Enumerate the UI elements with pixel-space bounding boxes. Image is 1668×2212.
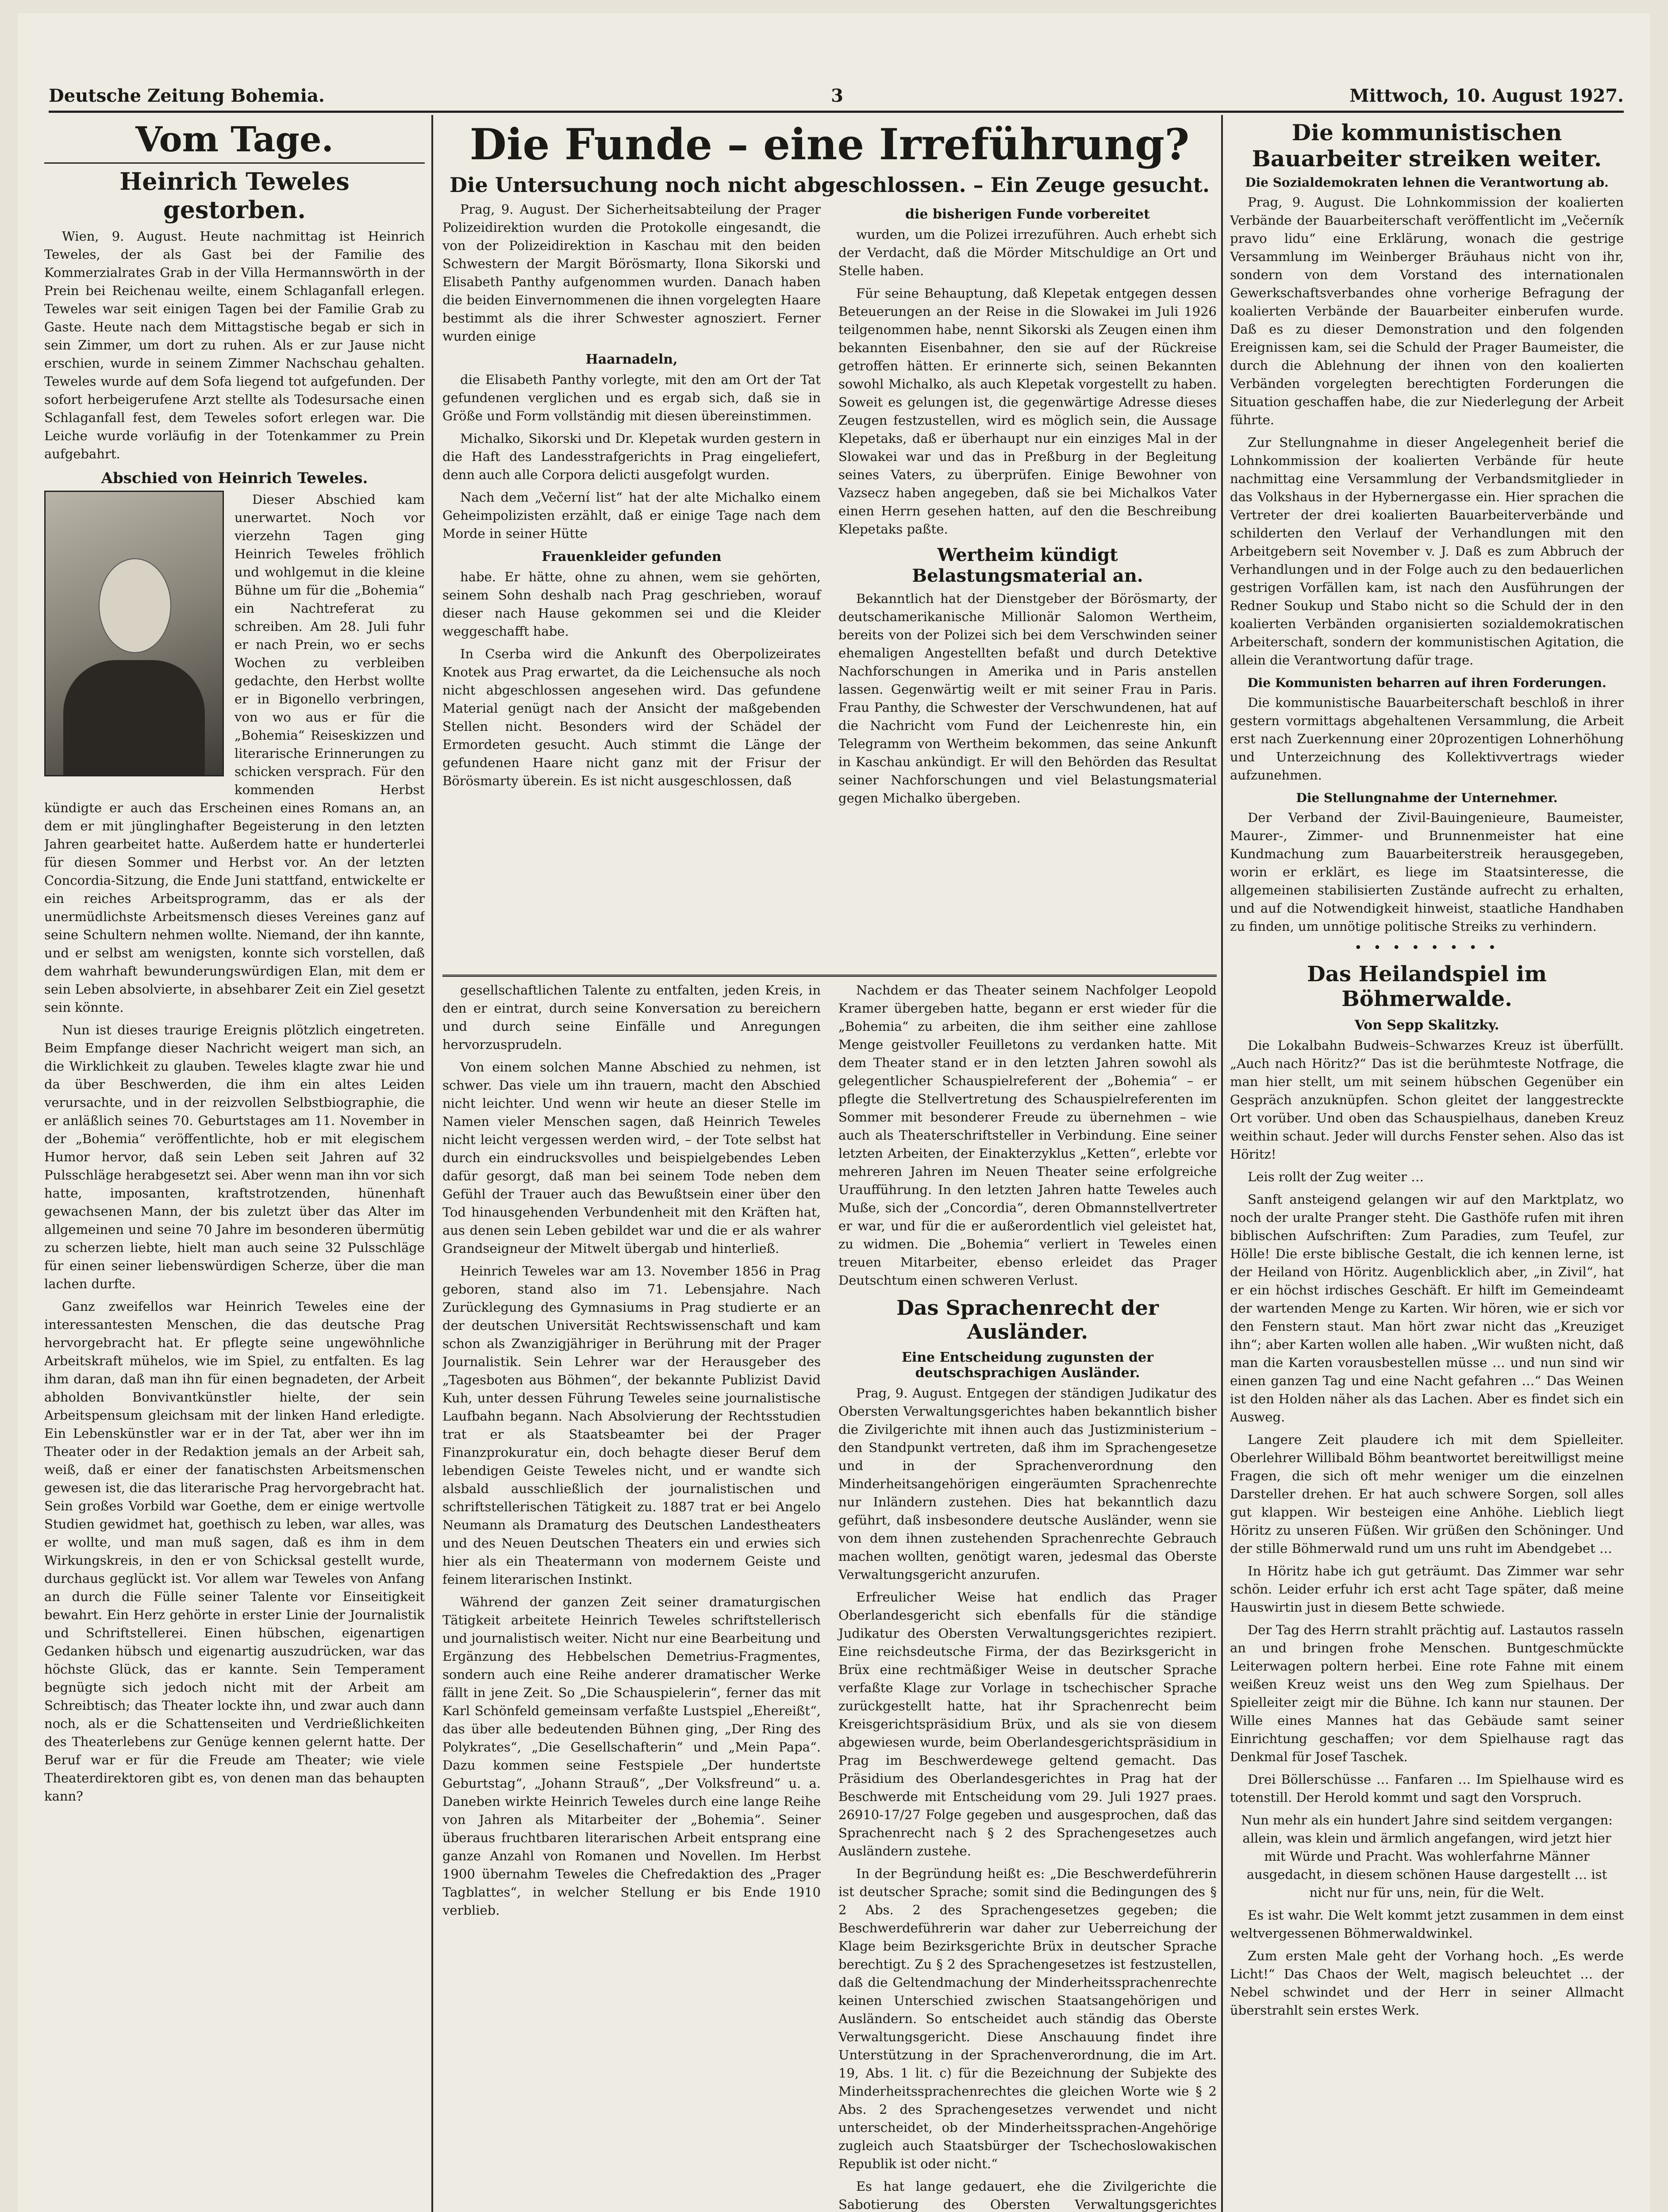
section-heading: Haarnadeln, [585,352,678,367]
page-number: 3 [831,85,843,106]
article-paragraph: Der Tag des Herrn strahlt prächtig auf. Lastautos rasseln an und bringen frohe Menschen. Buntgeschmückte Leiterwagen poltern herbei. Eine rote Fahne mit einem weißen Kreuz weist uns den Weg zum Spielhaus. Der Spielleiter zeigt mir die Bühne. Ich kann nur staunen. Der Wille eines Mannes hat das Gebäude samt seiner Einrichtung geschaffen; vor dem Spielhause ragt das Denkmal für Josef Taschek. [1230,1622,1624,1764]
article-paragraph: Zum ersten Male geht der Vorhang hoch. „Es werde Licht!“ Das Chaos der Welt, magisch beleuchtet … der Nebel schwindet und der Herr in seiner Allmacht überstrahlt sein erstes Werk. [1230,1948,1624,2018]
funde-left-column [442,200,821,970]
byline: Von Sepp Skalitzky. [1354,1018,1499,1033]
article-paragraph: Es hat lange gedauert, ehe die Zivilgerichte die Sabotierung des Obersten Verwaltungsgerichtes [838,2179,1217,2212]
section-heading: Abschied von Heinrich Teweles. [101,469,368,487]
article-paragraph: Erfreulicher Weise hat endlich das Prager Oberlandesgericht sich ebenfalls für die ständige Judikatur des Obersten Verwaltungsgerichtes rezipiert. Eine reichsdeutsche Firma, der das Bezirksgericht in Brüx eine rechtmäßiger Weise in deutscher Sprache verfaßte Klage zur Vorlage in tschechischer Sprache zurückgestellt hatte, hat ihr Sprachenrecht beim Kreisgerichtspräsidium Brüx, und als sie von diesem abgewiesen wurde, beim Oberlandesgerichtspräsidium in Prag im Beschwerdewege geltend gemacht. Das Präsidium des Oberlandesgerichtes in Prag hat der Beschwerde mit Entscheidung vom 29. Juli 1927 praes. 26910-17/27 Folge gegeben und ausgesprochen, daß das Sprachenrecht nach § 2 des Sprachengesetzes auch Ausländern zustehe. [838,1590,1217,1859]
article-paragraph: die Elisabeth Panthy vorlegte, mit den am Ort der Tat gefundenen verglichen und es ergab sich, daß sie in Größe und Form vollständig mit diesen übereinstimmen. [442,372,821,423]
verse: Nun mehr als ein hundert Jahre sind seitdem vergangen: allein, was klein und ärmlich angefangen, wird jetzt hier mit Würde und Pracht. Was wohlerfahrne Männer ausgedacht, in diesem schönen Hause dargestellt … ist nicht nur für uns, nein, für die Welt. [1241,1813,1613,1900]
article-paragraph: In der Begründung heißt es: „Die Beschwerdeführerin ist deutscher Sprache; somit sind die Bedingungen des § 2 Abs. 2 des Sprachengesetzes gegeben; die Beschwerdeführerin war daher zur Ueberreichung der Klage beim Bezirksgerichte Brüx in deutscher Sprache berechtigt. Zu § 2 des Sprachengesetzes ist festzustellen, daß die Geltendmachung der Minderheitssprachenrechte keinen Unterschied zwischen Staatsangehörigen und Ausländern. So entscheidet auch ständig das Oberste Verwaltungsgericht. Diese Anschauung findet ihre Unterstützung in der Sprachenverordnung, die im Art. 19, Abs. 1 lit. c) für die Bezeichnung der Subjekte des Minderheitssprachenrechtes die gleichen Worte wie § 2 Abs. 2 des Sprachengesetzes verwendet und nicht unterscheidet, ob der Minderheitssprachen-Angehörige zugleich auch Staatsbürger der Tschechoslowakischen Republik ist oder nicht.“ [838,1866,1217,2171]
funde-heading: Die Funde – eine Irreführung? [469,119,1190,169]
column-center [442,119,1217,2212]
portrait-coat [63,660,205,775]
column-rule-1 [431,115,433,2212]
article-paragraph: Nun ist dieses traurige Ereignis plötzlich eingetreten. Beim Empfange dieser Nachricht weigert man sich, an die Wirklichkeit zu glauben. Teweles klagte zwar hie und da über Beschwerden, die ihm ein altes Leiden verursachte, und in der reizvollen Selbstbiographie, die er anläßlich seines 70. Geburtstages am 11. November in der „Bohemia“ veröffentlichte, hob er mit elegischem Humor hervor, daß sein Leben seit Jahren auf 32 Pulsschläge herabgesetzt sei. Aber wenn man ihn vor sich hatte, imposanten, kraftstrotzenden, hünenhaft gewachsenen Mann, der bis zuletzt über das Alter im allgemeinen und seine 70 Jahre im besonderen übermütig zu scherzen liebte, hielt man auch seine 32 Pulsschläge für einen seiner liebenswürdigen Scherze, über die man lachen durfte. [44,1022,425,1291]
article-paragraph: Von einem solchen Manne Abschied zu nehmen, ist schwer. Das viele um ihn trauern, macht den Abschied nicht leichter. Und wenn wir heute an dieser Stelle im Namen vieler Menschen sagen, daß Heinrich Teweles nicht leicht vergessen werden wird, – der Tote selbst hat durch ein eindrucksvolles und beispielgebendes Leben dafür gesorgt, daß man bei seinem Tode neben dem Gefühl der Trauer auch das Bewußtsein einer über den Tod hinausgehenden Verbundenheit mit den Kräften hat, aus denen sein Leben gebildet war und die er als wahrer Grandseigneur der Mitwelt übergab und hinterließ. [442,1060,821,1256]
column-left [44,119,425,2212]
article-paragraph: Drei Böllerschüsse … Fanfaren … Im Spielhause wird es totenstill. Der Herold kommt und sagt den Vorspruch. [1230,1772,1624,1805]
article-paragraph: Wien, 9. August. Heute nachmittag ist Heinrich Teweles, der als Gast bei der Familie des Kommerzialrates Grab in der Villa Hermannswörth in der Prein bei Reichenau weilte, einem Schlaganfall erlegen. Teweles war seit einigen Tagen bei der Familie Grab zu Gaste. Heute nach dem Mittagstische begab er sich in sein Zimmer, um dort zu ruhen. Als er zur Jause nicht erschien, wurde in seinem Zimmer Nachschau gehalten. Teweles wurde auf dem Sofa liegend tot aufgefunden. Der sofort herbeigerufene Arzt stellte als Todesursache einen Schlaganfall fest, dem Teweles sofort erlegen war. Die Leiche wurde vorläufig in der Totenkammer zu Prein aufgebahrt. [44,229,425,461]
divider: • • • • • • • • [1354,940,1500,956]
article-paragraph: Prag, 9. August. Entgegen der ständigen Judikatur des Obersten Verwaltungsgerichtes haben bekanntlich bisher die Zivilgerichte mit ihnen auch das Justizministerium – den Standpunkt vertreten, daß ihm im Sprachengesetze und in der Sprachenverordnung den Minderheitsangehörigen eingeräumten Sprachenrechte nur Inländern zustehen. Dies hat bekanntlich dazu geführt, daß insbesondere deutsche Ausländer, wenn sie von dem ihnen zustehenden Sprachenrechte Gebrauch machen wollten, genötigt waren, jedesmal das Oberste Verwaltungsgericht anzurufen. [838,1386,1217,1582]
masthead-title: Deutsche Zeitung Bohemia. [49,85,325,106]
article-paragraph: Die Lokalbahn Budweis–Schwarzes Kreuz ist überfüllt. „Auch nach Höritz?“ Das ist die berühmteste Notfrage, die man hier stellt, um mit seinem hübschen Gegenüber ein Gespräch anzuknüpfen. Schon gleitet der langgestreckte Ort vorüber. Und oben das Schauspielhaus, daneben Kreuz weithin schaut. Jeder will durchs Fenster sehen. Also das ist Höritz! [1230,1038,1624,1162]
article-paragraph: Prag, 9. August. Der Sicherheitsabteilung der Prager Polizeidirektion wurden die Protokolle eingesandt, die von der Polizeidirektion in Kaschau mit den beiden Schwestern der Margit Börösmarty, Ilona Sikorski und Elisabeth Panthy aufgenommen wurden. Danach haben die beiden Einvernommenen die ihnen vorgelegten Haare bestimmt als die ihrer Schwester agnosziert. Ferner wurden einige [442,202,821,344]
article-paragraph: Es ist wahr. Die Welt kommt jetzt zusammen in dem einst weltvergessenen Böhmerwaldwinkel. [1230,1908,1624,1941]
column-rule-2 [1221,115,1223,2212]
teweles-heading: Heinrich Teweles gestorben. [119,167,350,224]
divider [44,162,425,164]
funde-right-column [838,200,1217,970]
section-heading: Frauenkleider gefunden [542,549,722,565]
portrait-photo [44,491,224,776]
teweles-left-column [442,981,821,2212]
article-paragraph: In Cserba wird die Ankunft des Oberpolizeirates Knotek aus Prag erwartet, da die Leichensuche als noch nicht abgeschlossen angesehen wird. Das gefundene Material genügt nach der Ansicht der maßgebenden Stellen nicht. Besonders wird der Schädel der Ermordeten gesucht. Auch stimmt die Länge der gefundenen Haare nicht ganz mit der Frisur der Börösmarty überein. Es ist nicht ausgeschlossen, daß [442,646,821,788]
sprachenrecht-heading: Das Sprachenrecht der Ausländer. [896,1296,1159,1344]
article-paragraph: Sanft ansteigend gelangen wir auf den Marktplatz, wo noch der uralte Pranger steht. Die Gasthöfe rufen mit ihren biblischen Aufschriften: Zum Paradies, zum Teufel, zur Hölle! Die erste biblische Gestalt, die ich kennen lerne, ist der Heiland von Höritz. Augenblicklich aber, „in Zivil“, hat er ein höchst irdisches Geschäft. Er hilft im Gemeindeamt der wartenden Menge zu Karten. Wir hören, wie er sich vor den Fenstern staut. Man hört zwar nicht das „Kreuziget ihn“; aber Karten wollen alle haben. „Wir wußten nicht, daß man die Karten vorausbestellen müsse … und nun sind wir einen ganzen Tag und eine Nacht gefahren …“ Das Weinen ist den Holden näher als das Lachen. Aber es findet sich ein Ausweg. [1230,1192,1624,1425]
article-paragraph: Langere Zeit plaudere ich mit dem Spielleiter. Oberlehrer Willibald Böhm beantwortet bereitwilligst meine Fragen, die sich oft mehr weniger um die einzelnen Darsteller drehen. Er hat auch schwere Sorgen, soll alles gut klappen. Wir besteigen eine Anhöhe. Lieblich liegt Höritz zu unseren Füßen. Wir grüßen den Schöninger. Und der stille Böhmerwald rund um uns ruht im Abendgebet … [1230,1432,1624,1556]
portrait-face [99,558,171,653]
article-paragraph: Heinrich Teweles war am 13. November 1856 in Prag geboren, stand also im 71. Lebensjahre. Nach Zurücklegung des Gymnasiums in Prag studierte er an der deutschen Universität Rechtswissenschaft und kam schon als Zwanzigjähriger in Berührung mit der Prager Journalistik. Sein Lehrer war der Herausgeber des „Tagesboten aus Böhmen“, der bekannte Publizist David Kuh, unter dessen Führung Teweles seine journalistische Laufbahn begann. Nach Absolvierung der Rechtsstudien trat er als Staatsbeamter bei der Prager Finanzprokuratur ein, doch behagte dieser Beruf dem lebendigen Geiste Teweles nicht, und er wandte sich alsbald ausschließlich der journalistischen und schriftstellerischen Tätigkeit zu. 1887 trat er bei Angelo Neumann als Dramaturg des Deutschen Landestheaters und des Neuen Deutschen Theaters ein und erwies sich hier als ein Theatermann von modernem Geiste und feinem literarischen Instinkt. [442,1263,821,1587]
column-right [1230,119,1624,2212]
article-paragraph: Prag, 9. August. Die Lohnkommission der koalierten Verbände der Bauarbeiterschaft veröffentlicht im „Večerník pravo lidu“ eine Erklärung, wonach die gestrige Versammlung im Weinberger Bräuhaus nicht von ihr, sondern von dem Vorstand des internationalen Gewerkschaftsverbandes ohne vorherige Befragung der koalierten Verbände der Bauarbeiter einberufen wurde. Daß es zu dieser Demonstration und den folgenden Ereignissen kam, sei die Schuld der Prager Baumeister, die durch die Ablehnung der ihnen von den koalierten Verbänden vorgelegten berechtigten Forderungen die Situation geschaffen habe, die zur Niederlegung der Arbeit führte. [1230,195,1624,427]
funde-subheading: Die Untersuchung noch nicht abgeschlossen. – Ein Zeuge gesucht. [450,173,1210,197]
article-paragraph: Nachdem er das Theater seinem Nachfolger Leopold Kramer übergeben hatte, begann er erst wieder für die „Bohemia“ zu arbeiten, die ihm seither eine zahllose Menge geistvoller Feuilletons zu verdanken hatte. Mit dem Theater stand er in den letzten Jahren sowohl als gelegentlicher Schauspielreferent der „Bohemia“ – er pflegte die Stellvertretung des Schauspielreferenten im Sommer mit besonderer Freude zu übernehmen – wie auch als Theaterschriftsteller in Verbindung. Eine seiner letzten Arbeiten, der Einakterzyklus „Ketten“, erlebte vor mehreren Jahren im Neuen Theater seine erfolgreiche Uraufführung. In den letzten Jahren hatte Teweles auch Muße, sich der „Concordia“, deren Obmannstellvertreter er war, und für die er außerordentlich viel geleistet hat, zu widmen. Die „Bohemia“ verliert in Teweles einen treuen Mitarbeiter, ebenso erleidet das Prager Deutschtum einen schweren Verlust. [838,983,1217,1288]
section-divider [442,975,1217,977]
funde-body [442,200,1217,970]
section-heading: die bisherigen Funde vorbereitet [905,207,1150,222]
masthead [49,66,1624,113]
article-paragraph: In Höritz habe ich gut geträumt. Das Zimmer war sehr schön. Leider erfuhr ich erst acht Tage später, daß meine Hauswirtin just in diesem Bette schwiede. [1230,1563,1624,1615]
section-heading: Die Stellungnahme der Unternehmer. [1296,791,1558,805]
newspaper-page [18,13,1650,2212]
article-paragraph: Bekanntlich hat der Dienstgeber der Börösmarty, der deutschamerikanische Millionär Salomon Wertheim, bereits von der Polizei sich bei dem Verschwinden seiner ehemaligen Angestellten befaßt und durch Detektive Nachforschungen in Amerika und in Paris anstellen lassen. Gegenwärtig weilt er mit seiner Frau in Paris. Frau Panthy, die Schwester der Verschwundenen, hat auf die Nachricht vom Fund der Leichenreste hin, ein Telegramm von Wertheim bekommen, das seine Ankunft in Kaschau ankündigt. Er will den Behörden das Resultat seiner Nachforschungen und viel Belastungsmaterial gegen Michalko übergeben. [838,591,1217,806]
article-paragraph: Während der ganzen Zeit seiner dramaturgischen Tätigkeit arbeitete Heinrich Teweles schriftstellerisch und journalistisch weiter. Nicht nur eine Bearbeitung und Ergänzung des Hebbelschen Demetrius-Fragmentes, sondern auch eine Reihe anderer dramatischer Werke fällt in jene Zeit. So „Die Schauspielerin“, ferner das mit Karl Schönfeld gemeinsam verfaßte Lustspiel „Ehereißt“, das über alle bedeutenden Bühnen ging, „Der Ring des Polykrates“, „Die Gesellschafterin“ und „Mein Papa“. Dazu kommen seine Festspiele „Der hundertste Geburtstag“, „Johann Strauß“, „Der Volksfreund“ u. a. Daneben wirkte Heinrich Teweles durch eine lange Reihe von Jahren als Mitarbeiter der „Bohemia“. Seiner überaus fruchtbaren literarischen Arbeit entsprang eine ganze Anzahl von Romanen und Novellen. Im Herbst 1900 übernahm Teweles die Chefredaktion des „Prager Tagblattes“, in welcher Stellung er bis Ende 1910 verblieb. [442,1594,821,1918]
article-paragraph: gesellschaftlichen Talente zu entfalten, jeden Kreis, in den er eintrat, durch seine Konversation zu bereichern und durch seine Einfälle und Anregungen hervorzusprudeln. [442,983,821,1052]
teweles-right-column [838,981,1217,2212]
article-paragraph: Der Verband der Zivil-Bauingenieure, Baumeister, Maurer-, Zimmer- und Brunnenmeister hat eine Kundmachung zum Bauarbeiterstreik herausgegeben, worin er erklärt, es liege im Staatsinteresse, die allgemeinen stabilisierten Zustände aufrecht zu erhalten, und auf die Notwendigkeit hinweist, staatliche Handhaben zu finden, um unnötige politische Streiks zu verhindern. [1230,810,1624,934]
article-paragraph: Nach dem „Večerní list“ hat der alte Michalko einem Geheimpolizisten erzählt, daß er einige Tage nach dem Morde in seiner Hütte [442,490,821,541]
article-paragraph: Ganz zweifellos war Heinrich Teweles eine der interessantesten Menschen, die das deutsche Prag hervorgebracht hat. Er pflegte seine ungewöhnliche Arbeitskraft mühelos, wie im Spiel, zu entfalten. Es lag ihm daran, daß man ihn für einen begnadeten, der Arbeit abholden Bonvivantkünstler hielte, der sein Arbeitspensum gleichsam mit der linken Hand erledigte. Ein Lebenskünstler war er in der Tat, aber wer ihn im Theater oder in der Redaktion jemals an der Arbeit sah, weiß, daß er einer der fanatischsten Arbeitsmenschen gewesen ist, die das literarische Prag hervorgebracht hat. Sein großes Vorbild war Goethe, dem er einige wertvolle Studien gewidmet hat, goethisch zu leben, war alles, was er wollte, und man muß sagen, daß es ihm in dem Wirkungskreis, in den er von Schicksal gestellt wurde, durchaus geglückt ist. Vor allem war Teweles von Anfang an durch die Fülle seiner Talente vor Einseitigkeit bewahrt. Ein Herz gehörte in erster Linie der Journalistik und Schriftstellerei. Einen hübschen, eigenartigen Gedanken hübsch und eigenartig auszudrücken, war das höchste Glück, das er kannte. Sein Temperament begnügte sich jedoch nicht mit der Arbeit am Schreibtisch; das Theater lockte ihn, und zwar auch dann noch, als er die Schattenseiten und Verdrießlichkeiten des Theaterlebens zur Genüge kennen gelernt hatte. Der Beruf war er für die Freude am Theater; wie viele Theaterdirektoren gibt es, von denen man das behaupten kann? [44,1299,425,1804]
article-paragraph: Die kommunistische Bauarbeiterschaft beschloß in ihrer gestern vormittags abgehaltenen Versammlung, die Arbeit erst nach Zuerkennung einer 20prozentigen Lohnerhöhung und Unterzeichnung des Kollektivvertrags wieder aufzunehmen. [1230,695,1624,783]
article-paragraph: Michalko, Sikorski und Dr. Klepetak wurden gestern in die Haft des Landesstrafgerichts in Prag eingeliefert, denn auch alle Corpora delicti ausgefolgt wurden. [442,431,821,482]
article-paragraph: wurden, um die Polizei irrezuführen. Auch erhebt sich der Verdacht, daß die Mörder Mitschuldige an Ort und Stelle haben. [838,227,1217,278]
article-paragraph: Dieser Abschied kam unerwartet. Noch vor vierzehn Tagen ging Heinrich Teweles fröhlich und wohlgemut in die kleine Bühne um für die „Bohemia“ ein Nachtreferat zu schreiben. Am 28. Juli fuhr er nach Prein, wo er sechs Wochen zu verbleiben gedachte, den Herbst wollte er in Bigonello verbringen, von wo aus er für die „Bohemia“ Reiseskizzen und literarische Erinnerungen zu schicken versprach. Für den kommenden Herbst kündigte er auch das Erscheinen eines Romans an, an dem er mit jünglinghafter Begeisterung in den letzten Jahren gearbeitet hatte. Außerdem hatte er hunderterlei für diesen Sommer und Herbst vor. An der letzten Concordia-Sitzung, die Ende Juni stattfand, entwickelte er ein reiches Arbeitsprogramm, das er als der unermüdlichste Arbeitsmensch dieses Vereines ganz auf seine Schultern nehmen wollte. Niemand, der ihn kannte, und er selbst am wenigsten, konnte sich vorstellen, daß dem wahrhaft bewunderungswürdigen Elan, mit dem er sein Leben absolvierte, in absehbarer Zeit ein Ziel gesetzt sein könnte. [44,492,425,1015]
masthead-date: Mittwoch, 10. August 1927. [1349,85,1624,106]
teweles-continued [442,981,1217,2212]
heilandspiel-heading: Das Heilandspiel im Böhmerwalde. [1307,962,1547,1011]
bauarbeiter-subheading: Die Sozialdemokraten lehnen die Verantwortung ab. [1245,175,1609,190]
article-paragraph: habe. Er hätte, ohne zu ahnen, wem sie gehörten, seinem Sohn deshalb nach Prag geschrieben, worauf dieser nach Hause gekommen sei und die Kleider weggeschafft habe. [442,569,821,639]
section-heading: Die Kommunisten beharren auf ihren Forderungen. [1247,676,1607,690]
article-paragraph: Für seine Behauptung, daß Klepetak entgegen dessen Beteuerungen an der Reise in die Slowakei im Juli 1926 teilgenommen habe, nennt Sikorski als Zeugen einen ihm bekannten Eisenbahner, den sie auf der Rückreise getroffen hätten. Er erinnerte sich, seinen Bekannten sowohl Michalko, als auch Klepetak vorgestellt zu haben. Soweit es gelungen ist, die gegenwärtige Adresse dieses Zeugen festzustellen, wird es möglich sein, die Aussage Klepetaks, daß er überhaupt nur ein einziges Mal in der Slowakei war und das in Preßburg in der Begleitung seines Vaters, zu überprüfen. Einige Bewohner von Vazsecz haben angegeben, daß sie bei Michalkos Vater einen Herrn gesehen hatten, auf den die Beschreibung Klepetaks paßte. [838,286,1217,537]
section-heading: Wertheim kündigt Belastungsmaterial an. [912,545,1143,586]
bauarbeiter-heading: Die kommunistischen Bauarbeiter streiken weiter. [1252,119,1602,172]
article-paragraph: Leis rollt der Zug weiter … [1248,1169,1424,1184]
vom-tage-heading: Vom Tage. [135,119,334,160]
sprachenrecht-subheading: Eine Entscheidung zugunsten der deutschsprachigen Ausländer. [901,1350,1154,1381]
article-paragraph: Zur Stellungnahme in dieser Angelegenheit berief die Lohnkommission der koalierten Verbände für heute nachmittag eine Versammlung der Verbandsmitglieder in das Volkshaus in der Hybernergasse ein. Hier sprachen die Vertreter der drei koalierten Bauarbeiterverbände und schilderten den Verlauf der Verhandlungen mit den Arbeitgebern seit November v. J. Daß es zum Abbruch der Verhandlungen und in der Folge auch zu den bedauerlichen gestrigen Vorfällen kam, ist nach den Ausführungen der Redner Soukup und Stabo nicht so die Schuld der in den koalierten Verbänden organisierten sozialdemokratischen Arbeiterschaft, sondern der kommunistischen Agitation, die allein die Verantwortung dafür trage. [1230,435,1624,668]
